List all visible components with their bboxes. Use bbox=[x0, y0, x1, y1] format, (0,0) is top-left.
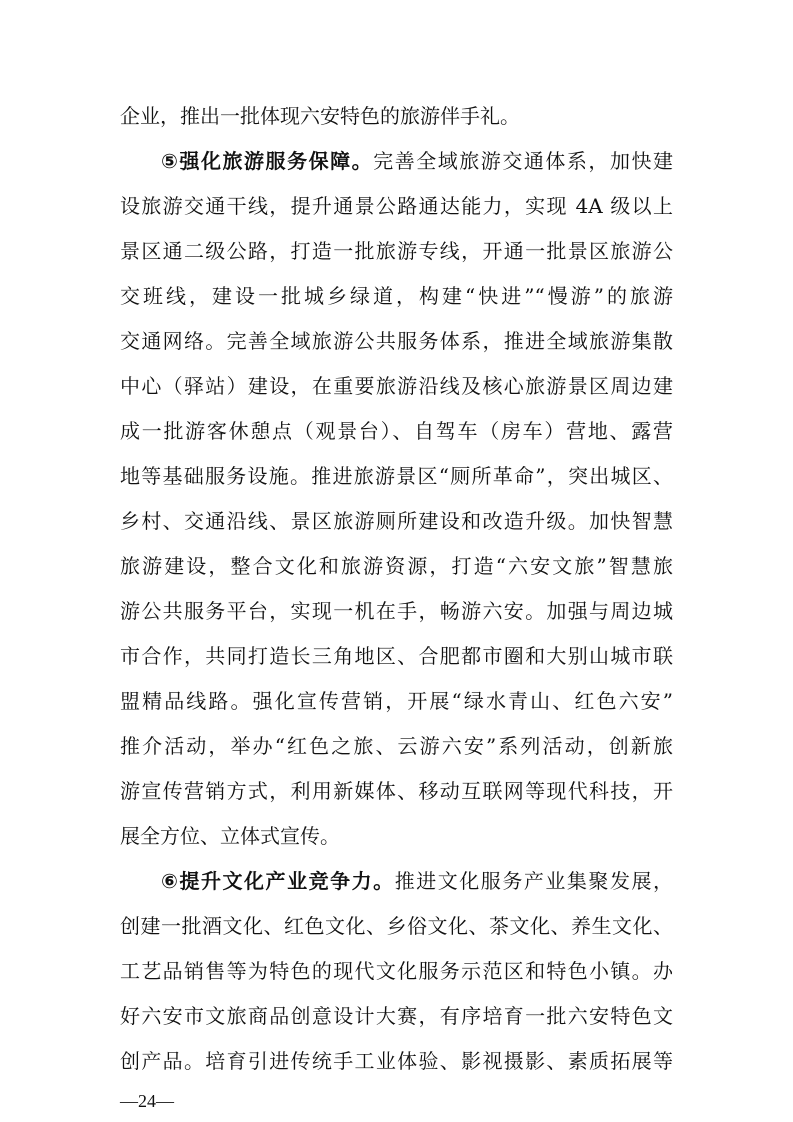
body-line: 创产品。培育引进传统手工业体验、影视摄影、素质拓展等 bbox=[120, 1049, 673, 1073]
section-5-heading: ⑤强化旅游服务保障。 bbox=[161, 149, 374, 173]
body-line: 游宣传营销方式，利用新媒体、移动互联网等现代科技，开 bbox=[120, 779, 673, 803]
section-5-first-line bbox=[161, 147, 673, 175]
body-line: 企业，推出一批体现六安特色的旅游伴手礼。 bbox=[120, 104, 520, 128]
body-line: 盟精品线路。强化宣传营销，开展“绿水青山、红色六安” bbox=[120, 689, 673, 713]
body-line: 中心（驿站）建设，在重要旅游沿线及核心旅游景区周边建 bbox=[120, 374, 673, 398]
body-line: 旅游建设，整合文化和旅游资源，打造“六安文旅”智慧旅 bbox=[120, 554, 673, 578]
body-text: 完善全域旅游交通体系，加快建 bbox=[373, 149, 673, 173]
body-line: 地等基础服务设施。推进旅游景区“厕所革命”，突出城区、 bbox=[120, 464, 673, 488]
body-line: 交班线，建设一批城乡绿道，构建“快进”“慢游”的旅游 bbox=[120, 284, 673, 308]
body-line: 好六安市文旅商品创意设计大赛，有序培育一批六安特色文 bbox=[120, 1004, 673, 1028]
body-line: 景区通二级公路，打造一批旅游专线，开通一批景区旅游公 bbox=[120, 239, 673, 263]
body-text: 推进文化服务产业集聚发展， bbox=[394, 869, 673, 893]
body-line: 创建一批酒文化、红色文化、乡俗文化、茶文化、养生文化、 bbox=[120, 914, 673, 938]
body-line: 乡村、交通沿线、景区旅游厕所建设和改造升级。加快智慧 bbox=[120, 509, 673, 533]
body-line: 市合作，共同打造长三角地区、合肥都市圈和大别山城市联 bbox=[120, 644, 673, 668]
body-line: 成一批游客休憩点（观景台）、自驾车（房车）营地、露营 bbox=[120, 419, 673, 443]
body-line: 展全方位、立体式宣传。 bbox=[120, 824, 340, 848]
page-number: —24— bbox=[120, 1091, 174, 1111]
body-line: 交通网络。完善全域旅游公共服务体系，推进全域旅游集散 bbox=[120, 329, 673, 353]
section-6-heading: ⑥提升文化产业竞争力。 bbox=[161, 869, 395, 893]
section-6-first-line bbox=[161, 867, 673, 895]
body-line: 游公共服务平台，实现一机在手，畅游六安。加强与周边城 bbox=[120, 599, 673, 623]
body-line: 推介活动，举办“红色之旅、云游六安”系列活动，创新旅 bbox=[120, 734, 673, 758]
body-line: 工艺品销售等为特色的现代文化服务示范区和特色小镇。办 bbox=[120, 959, 673, 983]
body-line: 设旅游交通干线，提升通景公路通达能力，实现 4A 级以上 bbox=[120, 194, 673, 218]
